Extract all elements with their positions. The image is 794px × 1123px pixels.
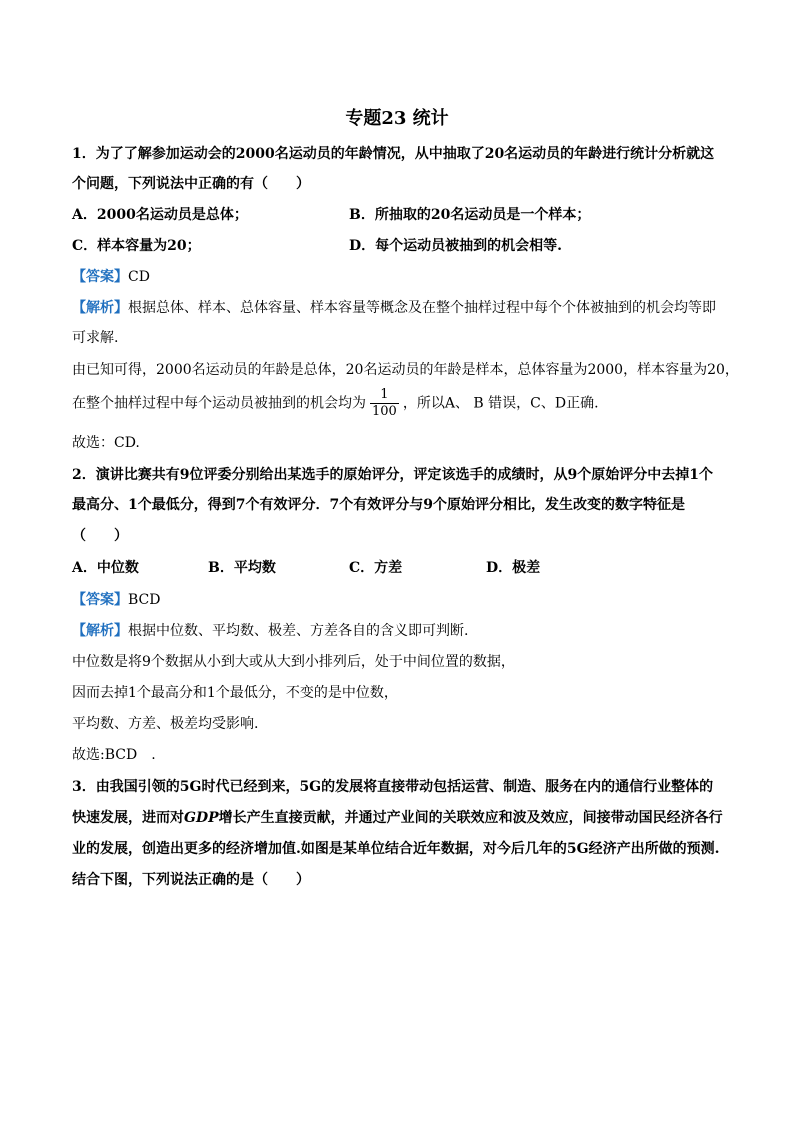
q1-analysis-tag: 【解析】 [72,300,128,316]
q2-analysis-line-1 [72,621,468,641]
q2-option-a: A．中位数 [72,560,139,576]
q2-answer [72,590,160,610]
q2-analysis-text-1: 根据中位数、平均数、极差、方差各自的含义即可判断. [128,623,469,639]
q3-stem-line-4: 结合下图，下列说法正确的是（ ） [72,872,310,888]
q1-option-b: B．所抽取的20名运动员是一个样本； [349,207,591,223]
q1-stem-line-2: 个问题，下列说法中正确的有（ ） [72,176,310,192]
q1-answer-value: CD [128,269,150,285]
q2-answer-tag: 【答案】 [72,592,128,608]
q3-stem-line-1: 3．由我国引领的5G时代已经到来，5G的发展将直接带动包括运营、制造、服务在内的通信行业整体的 [72,779,714,795]
q1-conclusion: 故选：CD. [72,435,140,451]
q1-stem-line-1: 1．为了了解参加运动会的2000名运动员的年龄情况，从中抽取了20名运动员的年龄进行统计分析就这 [72,146,715,162]
q1-analysis-4-pre: 在整个抽样过程中每个运动员被抽到的机会均为 [72,395,366,412]
q1-analysis-line-2: 可求解. [72,330,119,346]
q2-stem-line-2: 最高分、1个最低分，得到7个有效评分．7个有效评分与9个原始评分相比，发生改变的数字特征是 [72,497,685,513]
q2-conclusion: 故选:BCD . [72,747,156,763]
q2-answer-value: BCD [128,592,161,608]
q1-probability-fraction [370,387,399,420]
q1-analysis-line-1 [72,298,716,318]
fraction-denominator: 100 [372,404,397,419]
q1-answer-tag: 【答案】 [72,269,128,285]
q1-analysis-line-3: 由已知可得，2000名运动员的年龄是总体，20名运动员的年龄是样本，总体容量为2000，样本容量为20， [72,362,739,378]
q1-analysis-text-1: 根据总体、样本、总体容量、样本容量等概念及在整个抽样过程中每个个体被抽到的机会均等即 [128,300,716,316]
q2-stem-line-1: 2．演讲比赛共有9位评委分别给出某选手的原始评分，评定该选手的成绩时，从9个原始评分中去掉1个 [72,467,713,483]
q1-analysis-4-post: ，所以A、 B 错误，C、D正确. [402,395,599,412]
q2-stem-line-3: （ ） [72,528,128,544]
q1-option-c: C．样本容量为20； [72,238,201,254]
q3-stem-2-pre: 快速发展，进而对 [72,810,184,826]
q3-stem-2-post: 增长产生直接贡献，并通过产业间的关联效应和波及效应，间接带动国民经济各行 [218,810,723,826]
fraction-numerator: 1 [370,387,399,404]
page-title: 专题23 统计 [345,108,449,129]
q1-analysis-line-4 [72,387,599,420]
q2-analysis-tag: 【解析】 [72,623,128,639]
q2-option-c: C．方差 [349,560,403,576]
q1-answer [72,267,150,287]
q2-analysis-line-3: 因而去掉1个最高分和1个最低分，不变的是中位数， [72,685,398,701]
q2-analysis-line-4: 平均数、方差、极差均受影响. [72,716,259,732]
q1-option-a: A．2000名运动员是总体； [72,207,248,223]
q3-gdp-term: GDP [184,810,219,826]
q1-option-d: D．每个运动员被抽到的机会相等. [349,238,563,254]
q2-option-d: D．极差 [486,560,541,576]
q2-option-b: B．平均数 [208,560,276,576]
q3-stem-line-3: 业的发展，创造出更多的经济增加值.如图是某单位结合近年数据，对今后几年的5G经济产出所做的预测. [72,841,720,857]
q3-stem-line-2 [72,808,723,828]
q2-analysis-line-2: 中位数是将9个数据从小到大或从大到小排列后，处于中间位置的数据， [72,654,515,670]
